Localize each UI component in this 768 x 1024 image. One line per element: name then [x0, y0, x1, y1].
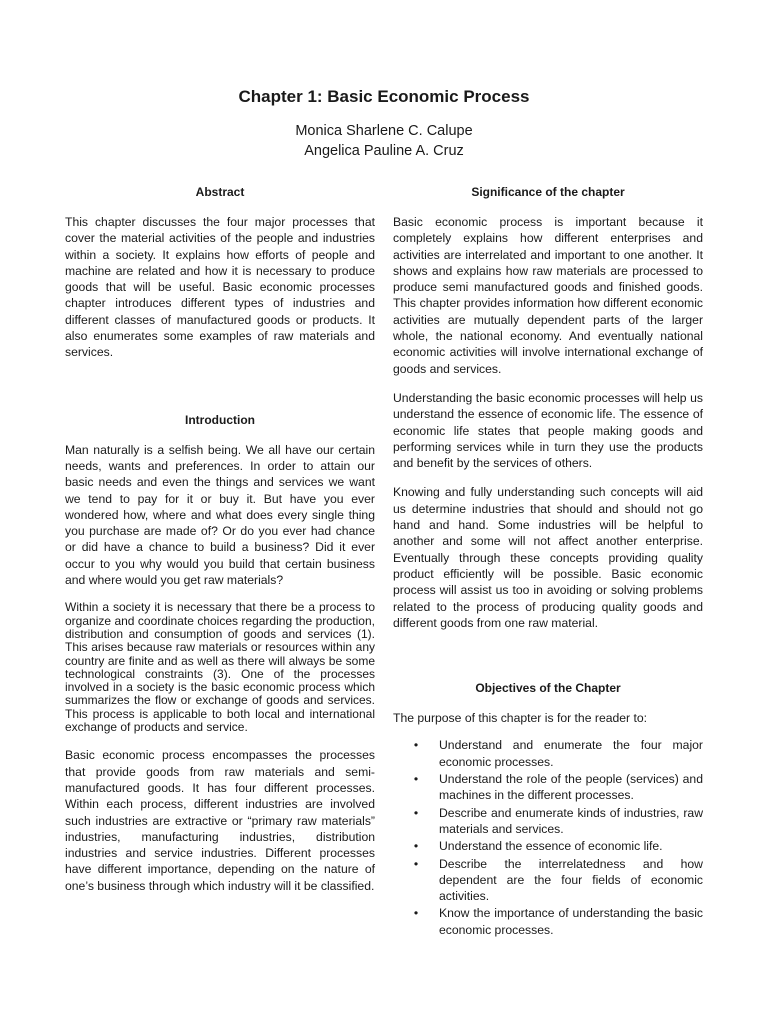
objective-text: Understand the essence of economic life.	[439, 839, 663, 854]
significance-paragraph: Understanding the basic economic processes will help us understand the essence of economic life. The essence of economic life states that people making goods and performing services while in turn they use the products and benefit by the services of others.	[393, 390, 703, 471]
objective-item	[393, 838, 703, 854]
bullet-icon: •	[413, 839, 419, 854]
left-column	[65, 184, 375, 907]
introduction-paragraph: Basic economic process encompasses the processes that provide goods from raw materials and semi-manufactured goods. It has four different processes. Within each process, different industries are involved such industries are extractive or “primary raw materials” industries, manufacturing industries, distribution industries and service industries. Different processes have different importance, depending on the nature of one’s business through which industry will it be classified.	[65, 748, 375, 893]
objective-text: Understand the role of the people (services) and machines in the different processes.	[439, 772, 703, 803]
objective-item	[393, 905, 703, 938]
author-list	[0, 121, 768, 161]
bullet-icon: •	[413, 738, 419, 753]
objectives-list	[393, 737, 703, 938]
bullet-icon: •	[413, 906, 419, 921]
bullet-icon: •	[413, 772, 419, 787]
objective-text: Know the importance of understanding the basic economic processes.	[439, 906, 703, 937]
chapter-title: Chapter 1: Basic Economic Process	[238, 87, 530, 106]
objective-text: Understand and enumerate the four major economic processes.	[439, 738, 703, 769]
author-name: Angelica Pauline A. Cruz	[304, 143, 464, 159]
objective-item	[393, 856, 703, 905]
objectives-heading: Objectives of the Chapter	[475, 681, 621, 696]
objective-item	[393, 771, 703, 804]
significance-heading: Significance of the chapter	[471, 185, 625, 199]
abstract-heading: Abstract	[195, 185, 245, 199]
section-gap	[393, 644, 703, 680]
introduction-heading: Introduction	[185, 412, 255, 427]
bullet-icon: •	[413, 805, 419, 820]
right-column	[393, 184, 703, 939]
objective-text: Describe and enumerate kinds of industries, raw materials and services.	[439, 805, 703, 836]
author-name: Monica Sharlene C. Calupe	[295, 123, 473, 139]
objective-text: Describe the interrelatedness and how dependent are the four fields of economic activities.	[439, 856, 703, 904]
introduction-paragraph: Man naturally is a selfish being. We all have our certain needs, wants and preferences. In order to attain our basic needs and even the things and services we want we tend to pay for it or buy it. But have you ever wondered how, where and what does every single thing you purchase are made of? Or do you ever had chance or did have a chance to build a business? Did it ever occur to you why would you build that certain business and where would you get raw materials?	[65, 442, 375, 588]
significance-paragraph: Knowing and fully understanding such concepts will aid us determine industries that should and should not go hand and hand. Some industries will be helpful to another and some will not affect another enterprise. Eventually through these concepts providing quality product efficiently will be possible. Basic economic process will assist us too in avoiding or solving problems related to the process of producing quality goods and different goods from one raw material.	[393, 485, 703, 630]
objective-item	[393, 805, 703, 838]
section-gap	[65, 374, 375, 412]
significance-paragraph: Basic economic process is important because it completely explains how different enterprises and activities are interrelated and important to one another. It shows and explains how raw materials are processed to produce semi manufactured goods and finished goods. This chapter provides information how different economic activities are mutually dependent parts of the larger whole, the national economy. And eventually national economic activities will involve international exchange of goods and services.	[393, 215, 703, 376]
bullet-icon: •	[413, 856, 419, 871]
objective-item	[393, 737, 703, 770]
objectives-intro: The purpose of this chapter is for the reader to:	[393, 711, 648, 726]
abstract-text: This chapter discusses the four major processes that cover the material activities of the people and industries within a society. It explains how efforts of people and machine are related and how it is necessary to produce goods that will be useful. Basic economic processes chapter introduces different types of industries and different classes of manufactured goods or products. It also enumerates some examples of raw materials and services.	[65, 215, 375, 360]
introduction-paragraph: Within a society it is necessary that there be a process to organize and coordinate choices regarding the production, distribution and consumption of goods and services (1). This arises because raw materials or resources within any country are finite and as well as there will always be some technological constraints (3). One of the processes involved in a society is the basic economic process which summarizes the flow or exchange of goods and services. This process is applicable to both local and international exchange of products and service.	[65, 600, 375, 735]
